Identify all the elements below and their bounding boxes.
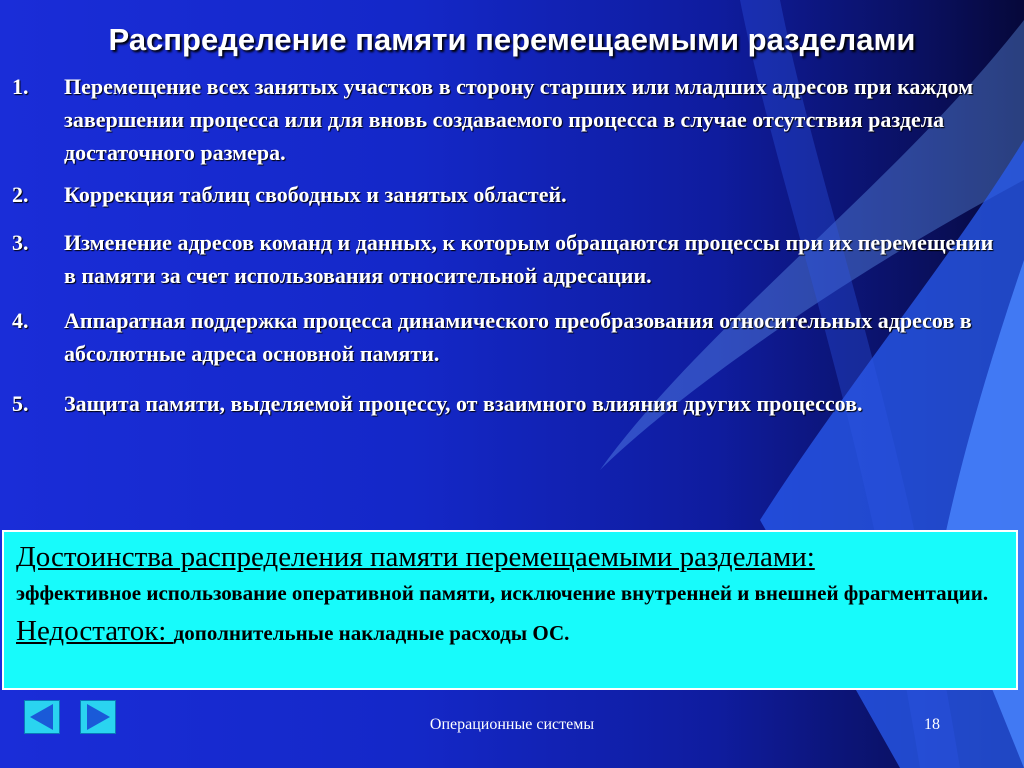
page-number: 18 [924, 716, 940, 733]
list-item [12, 178, 1002, 211]
list-item-number: 5. [12, 391, 29, 416]
list-item-text: Перемещение всех занятых участков в сторону старших или младших адресов при каждом завершении процесса или для вновь создаваемого процесса в случае отсутствия раздела достаточного размера. [64, 74, 974, 165]
list-item-number: 2. [12, 182, 29, 207]
advantages-text: эффективное использование оперативной памяти, исключение внутренней и внешней фрагментации. [16, 581, 989, 605]
list-item-text: Изменение адресов команд и данных, к которым обращаются процессы при их перемещении в памяти за счет использования относительной адресации. [64, 230, 994, 288]
footer-text: Операционные системы [429, 716, 595, 733]
list-item-number: 1. [12, 74, 29, 99]
summary-box [2, 530, 1018, 690]
advantages-heading: Достоинства распределения памяти перемещаемыми разделами: [16, 541, 815, 573]
list-item-number: 3. [12, 230, 29, 255]
summary-body [16, 574, 1004, 652]
list-item [12, 226, 1002, 292]
drawback-text: дополнительные накладные расходы ОС. [173, 621, 570, 645]
list-item-text: Защита памяти, выделяемой процессу, от взаимного влияния других процессов. [64, 391, 863, 416]
list-item [12, 70, 1002, 169]
list-item [12, 304, 1002, 370]
list-item [12, 387, 1002, 420]
numbered-list [12, 70, 1002, 420]
list-item-text: Коррекция таблиц свободных и занятых областей. [64, 182, 567, 207]
list-item-number: 4. [12, 308, 29, 333]
drawback-heading: Недостаток: [16, 615, 174, 647]
list-item-text: Аппаратная поддержка процесса динамического преобразования относительных адресов в абсолютные адреса основной памяти. [64, 308, 972, 366]
slide-title: Распределение памяти перемещаемыми разделами [108, 22, 916, 57]
